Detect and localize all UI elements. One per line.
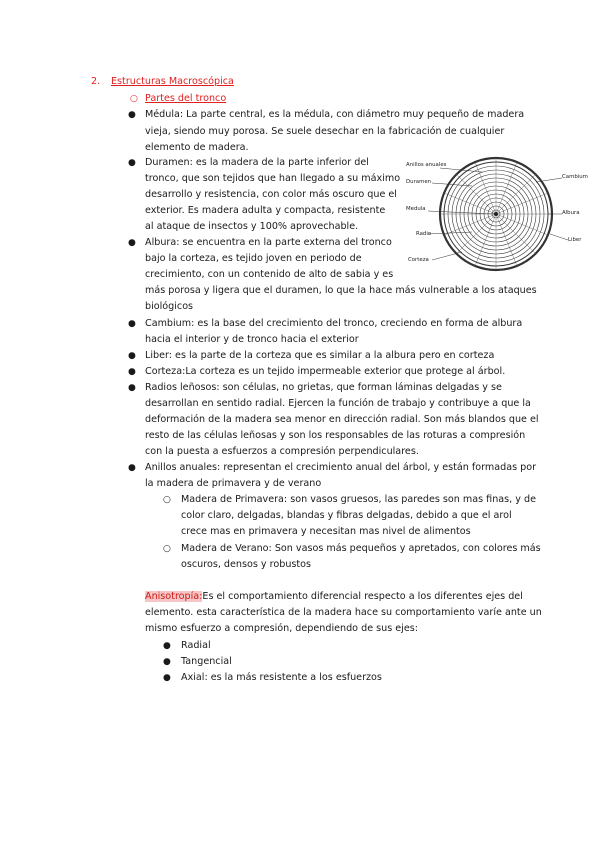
label-medula: Medula bbox=[406, 206, 426, 212]
section-subtitle: Partes del tronco bbox=[145, 93, 227, 104]
circle-bullet-icon: ○ bbox=[163, 544, 171, 554]
anisotropy-text: Es el comportamiento diferencial respecto a los diferentes ejes del bbox=[202, 591, 523, 602]
label-liber: Liber bbox=[568, 237, 582, 243]
label-radio: Radio bbox=[416, 231, 432, 237]
text-line: Duramen: es la madera de la parte inferior del bbox=[145, 157, 369, 168]
text-line: tronco, que son tejidos que han llegado a su máximo bbox=[145, 173, 401, 184]
text-line: elemento de madera. bbox=[145, 142, 249, 153]
text-line: exterior. Es madera adulta y compacta, resistente bbox=[145, 205, 386, 216]
text-line: Radios leñosos: son células, no grietas, que forman láminas delgadas y se bbox=[145, 382, 502, 393]
bullet-icon: ● bbox=[128, 463, 136, 473]
text-line: desarrollo y resistencia, con color más oscuro que el bbox=[145, 189, 397, 200]
trunk-rings-illustration bbox=[402, 156, 588, 272]
circle-bullet-icon: ○ bbox=[163, 495, 171, 505]
bullet-icon: ● bbox=[128, 383, 136, 393]
bullet-icon: ● bbox=[128, 351, 136, 361]
section-title: Estructuras Macroscópica bbox=[111, 76, 234, 87]
label-anillos: Anillos anuales bbox=[406, 162, 447, 168]
text-line: elemento. esta característica de la madera hace su comportamiento varíe ante un bbox=[145, 607, 542, 618]
text-line: Anillos anuales: representan el crecimiento anual del árbol, y están formadas por bbox=[145, 462, 537, 473]
text-line: vieja, siendo muy porosa. Se suele desechar en la fabricación de cualquier bbox=[145, 126, 505, 137]
bullet-icon: ● bbox=[163, 641, 171, 651]
axis-item: Radial bbox=[181, 640, 211, 651]
label-duramen: Duramen bbox=[406, 179, 432, 185]
text-line: biológicos bbox=[145, 301, 194, 312]
text-line: Liber: es la parte de la corteza que es similar a la albura pero en corteza bbox=[145, 350, 495, 361]
bullet-icon: ● bbox=[163, 657, 171, 667]
text-line: Corteza:La corteza es un tejido impermeable exterior que protege al árbol. bbox=[145, 366, 506, 377]
bullet-icon: ● bbox=[163, 673, 171, 683]
bullet-icon: ● bbox=[128, 110, 136, 120]
text-line: resto de las células leñosas y son los responsables de las roturas a compresión bbox=[145, 430, 526, 441]
text-line: bajo la corteza, es tejido joven en periodo de bbox=[145, 253, 362, 264]
circle-bullet-icon: ○ bbox=[130, 94, 138, 104]
label-corteza: Corteza bbox=[408, 257, 429, 263]
text-line: deformación de la madera sea menor en dirección radial. Son más blandos que el bbox=[145, 414, 539, 425]
trunk-cross-section-diagram bbox=[402, 156, 588, 272]
bullet-icon: ● bbox=[128, 367, 136, 377]
text-line: Albura: se encuentra en la parte externa del tronco bbox=[145, 237, 392, 248]
axis-item: Axial: es la más resistente a los esfuerzos bbox=[181, 672, 382, 683]
bullet-icon: ● bbox=[128, 158, 136, 168]
text-line: color claro, delgadas, blandas y fibras delgadas, debido a que el arol bbox=[181, 510, 512, 521]
text-line: crece mas en primavera y necesitan mas nivel de alimentos bbox=[181, 526, 471, 537]
bullet-icon: ● bbox=[128, 238, 136, 248]
text-line: al ataque de insectos y 100% aprovechable. bbox=[145, 221, 359, 232]
text-line: con la puesta a esfuerzos a compresión perpendiculares. bbox=[145, 446, 419, 457]
text-line: Madera de Verano: Son vasos más pequeños y apretados, con colores más bbox=[181, 543, 541, 554]
text-line: Madera de Primavera: son vasos gruesos, las paredes son mas finas, y de bbox=[181, 494, 536, 505]
anisotropy-paragraph bbox=[145, 591, 523, 603]
text-line: más porosa y ligera que el duramen, lo que la hace más vulnerable a los ataques bbox=[145, 285, 537, 296]
label-cambium: Cambium bbox=[562, 174, 588, 180]
text-line: Cambium: es la base del crecimiento del tronco, creciendo en forma de albura bbox=[145, 318, 523, 329]
text-line: mismo esfuerzo a compresión, dependiendo de sus ejes: bbox=[145, 623, 418, 634]
anisotropy-term: Anisotropía: bbox=[145, 591, 203, 602]
text-line: la madera de primavera y de verano bbox=[145, 478, 322, 489]
section-number: 2. bbox=[91, 76, 101, 87]
label-albura: Albura bbox=[562, 210, 580, 216]
text-line: desarrollan en sentido radial. Ejercen la función de trabajo y contribuye a que la bbox=[145, 398, 531, 409]
text-line: hacia el interior y de tronco hacia el exterior bbox=[145, 334, 359, 345]
axis-item: Tangencial bbox=[181, 656, 232, 667]
text-line: Médula: La parte central, es la médula, con diámetro muy pequeño de madera bbox=[145, 109, 525, 120]
text-line: oscuros, densos y robustos bbox=[181, 559, 312, 570]
text-line: crecimiento, con un contenido de alto de sabia y es bbox=[145, 269, 394, 280]
bullet-icon: ● bbox=[128, 319, 136, 329]
